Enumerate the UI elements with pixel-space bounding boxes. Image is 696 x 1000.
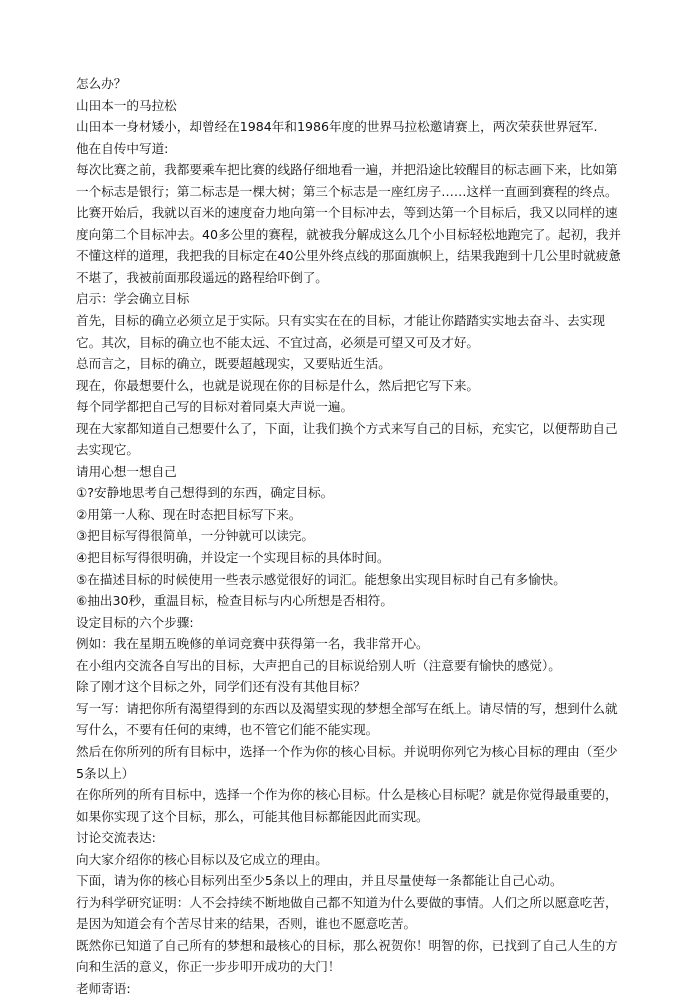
prompt-write-goal: 现在，你最想要什么，也就是说现在你的目标是什么，然后把它写下来。	[76, 377, 479, 393]
write-exercise-paragraph: 写一写：请把你所有渴望得到的东西以及渴望实现的梦想全部写在纸上。请尽情的写，想到什么就写什么，不要有任何的束缚，也不管它们能不能实现。	[76, 700, 618, 738]
autobiography-lead: 他在自传中写道:	[76, 140, 169, 156]
list-reasons-paragraph: 下面，请为你的核心目标列出至少5条以上的理由，并且尽量使每一条都能让自己心动。	[76, 873, 563, 889]
core-goal-definition: 在你所列的所有目标中，选择一个作为你的核心目标。什么是核心目标呢？就是你觉得最重要的，如果你实现了这个目标，那么，可能其他目标都能因此而实现。	[76, 787, 618, 824]
step-item-5: ⑤在描述目标的时候使用一些表示感觉很好的词汇。能想象出实现目标时自己有多愉快。	[76, 571, 566, 587]
behavior-science-paragraph: 行为科学研究证明：人不会持续不断地做自己都不知道为什么要做的事情。人们之所以愿意吃苦，是因为知道会有个苦尽甘来的结果，否则，谁也不愿意吃苦。	[76, 894, 618, 932]
autobiography-quote: 每次比赛之前，我都要乘车把比赛的线路仔细地看一遍，并把沿途比较醒目的标志画下来，比如第一个标志是银行；第二标志是一棵大树；第三个标志是一座红房子……这样一直画到赛程的终点。比赛开始后，我就以百米的速度奋力地向第一个目标冲去，等到达第一个目标后，我又以同样的速度向第二个目标冲去。40多公里的赛程，就被我分解成这么几个小目标轻松地跑完了。起初，我并不懂这样的道理，我把我的目标定在40公里外终点线的那面旗帜上，结果我跑到十几公里时就疲惫不堪了，我被前面那段遥远的路程给吓倒了。	[76, 162, 621, 285]
other-goals-question: 除了刚才这个目标之外，同学们还有没有其他目标？	[76, 679, 366, 695]
step-item-1: ①?安静地思考自己想得到的东西，确定目标。	[76, 485, 334, 501]
section-think-heading: 请用心想一想自己	[76, 463, 177, 479]
prompt-share-goal: 每个同学都把自己写的目标对着同桌大声说一遍。	[76, 399, 354, 415]
step-item-6: ⑥抽出30秒，重温目标，检查目标与内心所想是否相符。	[76, 593, 393, 609]
core-goal-paragraph: 然后在你所列的所有目标中，选择一个作为你的核心目标。并说明你列它为核心目标的理由（至少5条以上）	[76, 743, 618, 781]
heading-what-to-do: 怎么办？	[76, 76, 127, 91]
step-item-4: ④把目标写得很明确，并设定一个实现目标的具体时间。	[76, 550, 390, 566]
story-title: 山田本一的马拉松	[76, 97, 177, 113]
six-steps-heading: 设定目标的六个步骤:	[76, 614, 194, 630]
group-share-paragraph: 在小组内交流各自写出的目标，大声把自己的目标说给别人听（注意要有愉快的感觉）。	[76, 657, 561, 673]
story-intro: 山田本一身材矮小，却曾经在1984年和1986年度的世界马拉松邀请赛上，两次荣获世界冠军.	[76, 119, 598, 135]
introduce-core-goal: 向大家介绍你的核心目标以及它成立的理由。	[76, 851, 328, 867]
summary-paragraph: 总而言之，目标的确立，既要超越现实，又要贴近生活。	[76, 356, 391, 372]
discussion-heading: 讨论交流表达:	[76, 830, 156, 846]
lesson-heading: 启示：学会确立目标	[76, 291, 190, 307]
prompt-rewrite-goal: 现在大家都知道自己想要什么了，下面，让我们换个方式来写自己的目标，充实它，以便帮助自己去实现它。	[76, 420, 618, 458]
congratulations-paragraph: 既然你已知道了自己所有的梦想和最核心的目标，那么祝贺你！明智的你，已找到了自己人生的方向和生活的意义，你正一步步叩开成功的大门！	[76, 937, 618, 975]
step-item-2: ②用第一人称、现在时态把目标写下来。	[76, 506, 302, 522]
document-body	[76, 73, 624, 1000]
lesson-paragraph: 首先，目标的确立必须立足于实际。只有实实在在的目标，才能让你踏踏实实地去奋斗、去实现它。其次，目标的确立也不能太远、不宜过高，必须是可望又可及才好。	[76, 313, 605, 350]
example-paragraph: 例如：我在星期五晚修的单词竞赛中获得第一名，我非常开心。	[76, 636, 429, 652]
teacher-message-heading: 老师寄语:	[76, 980, 131, 996]
step-item-3: ③把目标写得很简单，一分钟就可以读完。	[76, 528, 314, 544]
